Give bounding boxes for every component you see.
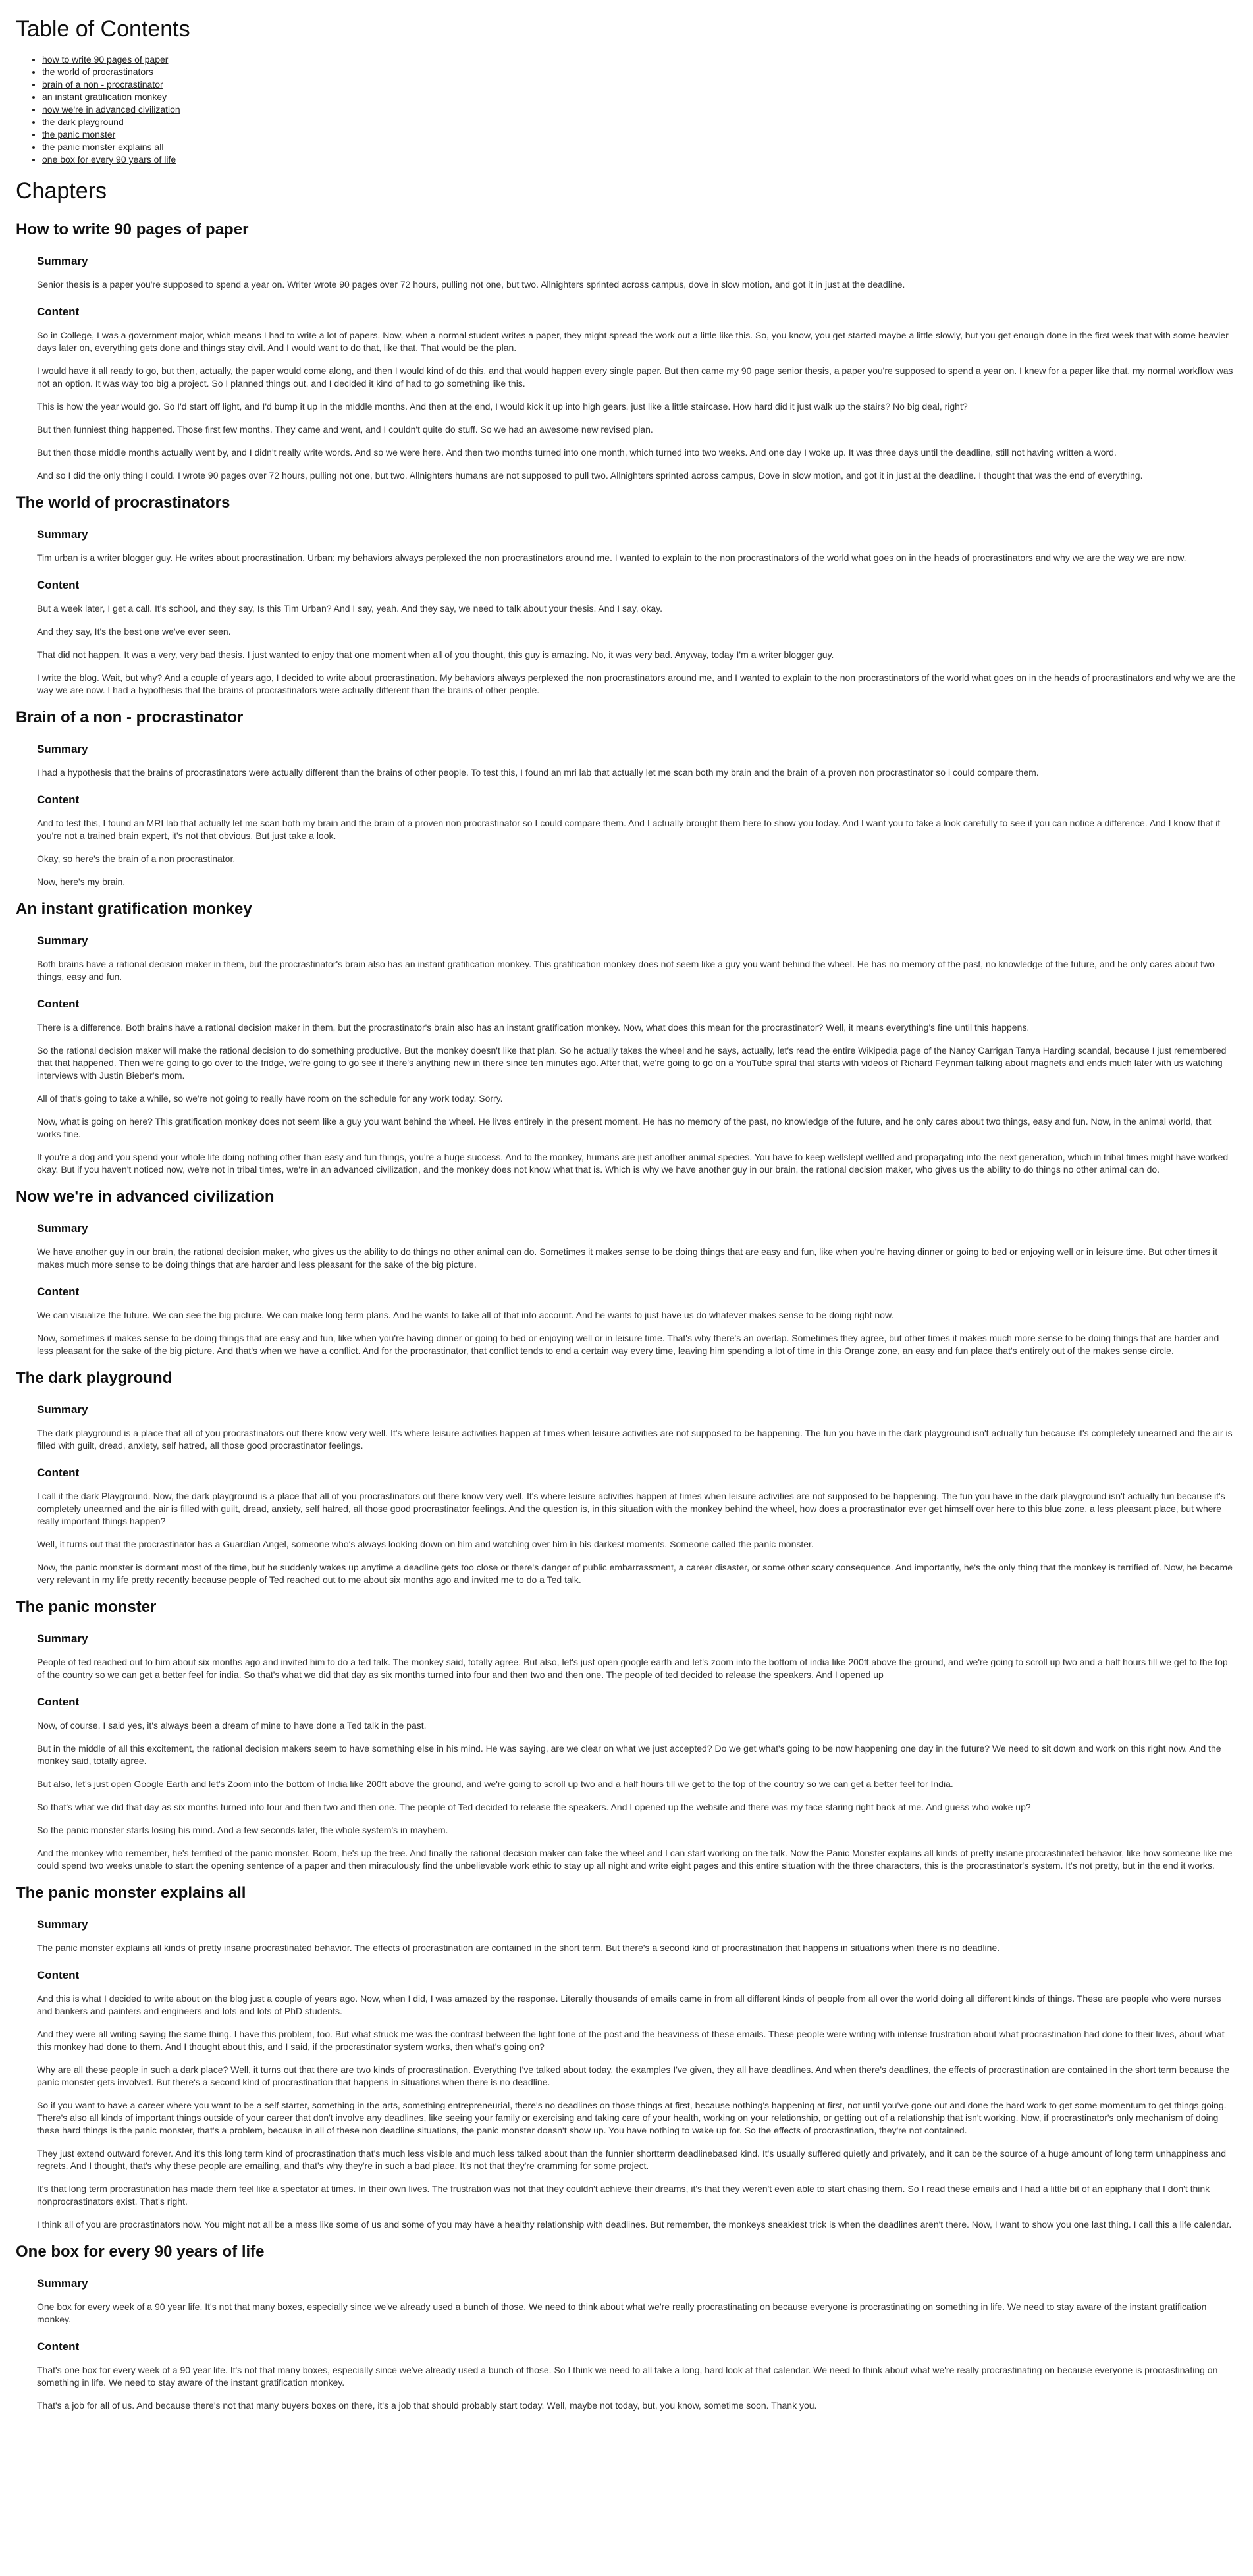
summary-heading: Summary — [37, 1632, 88, 1645]
chapter-title: How to write 90 pages of paper — [16, 221, 249, 238]
chapter — [16, 1598, 1237, 1872]
content-paragraph: Now, the panic monster is dormant most of the time, but he suddenly wakes up anytime a deadline gets too close or there's danger of public embarrassment, a career disaster, or some other scary consequence. And importantly, he's the only thing that the monkey is terrified of. Now, he became very relevant in my life pretty recently because people of Ted reached out to me about six months ago and invited me to do a Ted talk. — [37, 1562, 1233, 1585]
summary-section — [37, 1918, 1237, 1954]
content-paragraph: Now, what is going on here? This gratification monkey does not seem like a guy you want behind the wheel. He lives entirely in the present moment. He has no memory of the past, no knowledge of the future, and he only cares about two things, easy and fun. Now, in the animal world, that works fine. — [37, 1116, 1212, 1139]
summary-text: We have another guy in our brain, the rational decision maker, who gives us the ability to do things no other animal can do. Sometimes it makes sense to be doing things that are easy and fun, like when you're having dinner or going to bed or enjoying well or in leisure time. But other times it makes much more sense to be doing things that are harder and less pleasant for the sake of the big picture. — [37, 1247, 1218, 1270]
content-paragraph: So that's what we did that day as six months turned into four and then two and then one. The people of Ted decided to release the speakers. And I opened up the website and there was my face staring right back at me. And guess who woke up? — [37, 1802, 1031, 1812]
content-paragraph: If you're a dog and you spend your whole life doing nothing other than easy and fun things, you're a huge success. And to the monkey, humans are just another animal species. You have to keep wellslept wellfed and propagating into the next generation, which in tribal times might have worked okay. But if you haven't noticed now, we're not in tribal times, we're in an advanced civilization, and the monkey does not know what that is. Which is why we have another guy in our brain, the rational decision maker, who gives us the ability to do things no other animal can do. — [37, 1152, 1229, 1175]
content-section — [37, 998, 1237, 1176]
content-heading: Content — [37, 579, 80, 591]
summary-section — [37, 1632, 1237, 1681]
summary-section — [37, 934, 1237, 983]
summary-text: People of ted reached out to him about six months ago and invited him to do a ted talk. The monkey said, totally agree. But also, let's just open google earth and let's zoom into the bottom of india like 200ft above the ground, and we're going to scroll up two and a half hours till we get to the top of the country so we can get a better feel for india. So that's what we did that day as six months turned into four and then two and then one. The people of ted decided to release the speakers. And I opened up — [37, 1657, 1228, 1680]
chapter-title: Brain of a non - procrastinator — [16, 709, 244, 726]
content-paragraph: All of that's going to take a while, so we're not going to really have room on the schedule for any work today. Sorry. — [37, 1093, 503, 1104]
content-paragraph: That's a job for all of us. And because there's not that many buyers boxes on there, it's a job that should probably start today. Well, maybe not today, but, you know, sometime soon. Thank you. — [37, 2400, 817, 2411]
summary-heading: Summary — [37, 1403, 88, 1416]
toc-link[interactable]: the dark playground — [42, 117, 124, 127]
content-heading: Content — [37, 2340, 80, 2353]
content-heading: Content — [37, 1969, 80, 1981]
toc-title: Table of Contents — [16, 17, 1237, 41]
content-heading: Content — [37, 1696, 80, 1708]
content-paragraph: So the rational decision maker will make the rational decision to do something productive. But the monkey doesn't like that plan. So he actually takes the wheel and he says, actually, let's read the entire Wikipedia page of the Nancy Carrigan Tanya Harding scandal, because I just remembered that that happened. Then we're going to go over to the fridge, we're going to go see if there's anything new in there since ten minutes ago. After that, we're going to go on a YouTube spiral that starts with videos of Richard Feynman talking about magnets and ends much later with us watching interviews with Justin Bieber's mom. — [37, 1045, 1227, 1081]
content-section — [37, 1696, 1237, 1872]
chapter-title: The panic monster explains all — [16, 1884, 246, 1902]
chapter-title: The panic monster — [16, 1598, 157, 1616]
toc-item — [42, 116, 1237, 128]
content-section — [37, 2340, 1237, 2412]
summary-heading: Summary — [37, 528, 88, 541]
chapter — [16, 709, 1237, 888]
chapters-container — [16, 221, 1237, 2412]
chapter — [16, 221, 1237, 482]
chapter-title: The dark playground — [16, 1369, 173, 1387]
content-paragraph: Why are all these people in such a dark place? Well, it turns out that there are two kinds of procrastination. Everything I've talked about today, the examples I've given, they all have deadlines. And when there's deadlines, the effects of procrastination are contained in the short term because the panic monster gets involved. But there's a second kind of procrastination that happens in situations when there is no deadline. — [37, 2064, 1230, 2087]
summary-section — [37, 743, 1237, 779]
content-paragraph: And the monkey who remember, he's terrified of the panic monster. Boom, he's up the tree. And finally the rational decision maker can take the wheel and I can start working on the talk. Now the Panic Monster explains all kinds of pretty insane procrastinated behavior, like how someone like me could spend two weeks unable to start the opening sentence of a paper and then miraculously find the unbelievable work ethic to stay up all night and write eight pages and this entire situation with the three characters, this is the procrastinator's system. It's not pretty, but in the end it works. — [37, 1848, 1233, 1871]
summary-section — [37, 528, 1237, 564]
chapter — [16, 1884, 1237, 2231]
chapter — [16, 1188, 1237, 1357]
content-paragraph: Now, of course, I said yes, it's always been a dream of mine to have done a Ted talk in the past. — [37, 1720, 427, 1731]
content-heading: Content — [37, 793, 80, 806]
toc-item — [42, 141, 1237, 153]
toc-item — [42, 153, 1237, 166]
chapter — [16, 900, 1237, 1176]
content-paragraph: They just extend outward forever. And it's this long term kind of procrastination that's much less visible and much less talked about than the funnier shortterm deadlinebased kind. It's usually suffered quietly and privately, and it can be the source of a huge amount of long term unhappiness and regrets. And I thought, that's why these people are emailing, and that's why they're in such a bad place. It's not that they're cramming for some project. — [37, 2148, 1226, 2171]
toc-link[interactable]: brain of a non - procrastinator — [42, 79, 163, 90]
chapter — [16, 2243, 1237, 2412]
toc-item — [42, 66, 1237, 78]
summary-text: The panic monster explains all kinds of pretty insane procrastinated behavior. The effects of procrastination are contained in the short term. But there's a second kind of procrastination that happens in situations when there is no deadline. — [37, 1943, 1000, 1953]
content-paragraph: That did not happen. It was a very, very bad thesis. I just wanted to enjoy that one moment when all of you thought, this guy is amazing. No, it was very bad. Anyway, today I'm a writer blogger guy. — [37, 649, 834, 660]
content-heading: Content — [37, 306, 80, 318]
summary-heading: Summary — [37, 255, 88, 267]
content-paragraph: But also, let's just open Google Earth and let's Zoom into the bottom of India like 200ft above the ground, and we're going to scroll up two and a half hours till we get to the top of the country so we can get a better feel for India. — [37, 1779, 953, 1789]
toc-link[interactable]: the panic monster — [42, 129, 116, 140]
content-paragraph: I would have it all ready to go, but then, actually, the paper would come along, and then I would kind of do this, and that would happen every single paper. But then came my 90 page senior thesis, a paper you're supposed to spend a year on. I knew for a paper like that, my normal workflow was not an option. It was way too big a project. So I planned things out, and I decided it kind of had to go something like this. — [37, 365, 1233, 389]
content-paragraph: So the panic monster starts losing his mind. And a few seconds later, the whole system's in mayhem. — [37, 1825, 448, 1835]
content-paragraph: I call it the dark Playground. Now, the dark playground is a place that all of you procrastinators out there know very well. It's where leisure activities happen at times when leisure activities are not supposed to be happening. The fun you have in the dark playground isn't actually fun because it's completely unearned and the air is filled with guilt, dread, anxiety, self hatred, all those good procrastinator feelings. And the question is, in this situation with the monkey behind the wheel, how does a procrastinator ever get himself over here to this blue zone, a less pleasant place, but where really important things happen? — [37, 1491, 1225, 1526]
content-paragraph: And to test this, I found an MRI lab that actually let me scan both my brain and the brain of a proven non procrastinator so I could compare them. And I actually brought them here to show you today. And I want you to take a look carefully to see if you can notice a difference. And I know that if you're not a trained brain expert, it's not that obvious. But just take a look. — [37, 818, 1221, 841]
chapters-title: Chapters — [16, 179, 1237, 203]
summary-heading: Summary — [37, 1918, 88, 1931]
summary-heading: Summary — [37, 2277, 88, 2290]
content-paragraph: I think all of you are procrastinators now. You might not all be a mess like some of us and some of you may have a healthy relationship with deadlines. But remember, the monkeys sneakiest trick is when the deadlines aren't there. Now, I want to show you one last thing. I call this a life calendar. — [37, 2219, 1232, 2230]
content-paragraph: So in College, I was a government major, which means I had to write a lot of papers. Now, when a normal student writes a paper, they might spread the work out a little like this. So, you know, you get started maybe a little slowly, but you get enough done in the first week that with some heavier days later on, everything gets done and things stay civil. And I would want to do that, like that. That would be the plan. — [37, 330, 1229, 353]
summary-text: Both brains have a rational decision maker in them, but the procrastinator's brain also has an instant gratification monkey. This gratification monkey does not seem like a guy you want behind the wheel. He has no memory of the past, no knowledge of the future, and he only cares about two things, easy and fun. — [37, 959, 1215, 982]
summary-heading: Summary — [37, 1222, 88, 1235]
summary-heading: Summary — [37, 743, 88, 755]
content-paragraph: And they say, It's the best one we've ever seen. — [37, 626, 231, 637]
chapter-title: One box for every 90 years of life — [16, 2243, 265, 2261]
content-section — [37, 1969, 1237, 2231]
content-section — [37, 1285, 1237, 1357]
toc-item — [42, 78, 1237, 91]
content-heading: Content — [37, 1285, 80, 1298]
summary-section — [37, 1222, 1237, 1271]
toc-link[interactable]: the world of procrastinators — [42, 67, 153, 77]
summary-text: Senior thesis is a paper you're supposed to spend a year on. Writer wrote 90 pages over 72 hours, pulling not one, but two. Allnighters sprinted across campus, dove in slow motion, and got it in just at the deadline. — [37, 279, 905, 290]
summary-text: One box for every week of a 90 year life. It's not that many boxes, especially since we've already used a bunch of those. We need to think about what we're really procrastinating on because everyone is procrastinating on something in life. We need to stay aware of the instant gratification monkey. — [37, 2301, 1207, 2324]
toc-link[interactable]: how to write 90 pages of paper — [42, 54, 169, 65]
content-paragraph: And they were all writing saying the same thing. I have this problem, too. But what struck me was the contrast between the light tone of the post and the heaviness of these emails. These people were writing with intense frustration about what procrastination had done to their lives, about what this monkey had done to them. And I thought about this, and I said, if the procrastinator system works, then what's going on? — [37, 2029, 1225, 2052]
content-paragraph: And so I did the only thing I could. I wrote 90 pages over 72 hours, pulling not one, but two. Allnighters humans are not supposed to pull two. Allnighters sprinted across campus, Dove in slow motion, and got it in just at the deadline. I thought that was the end of everything. — [37, 470, 1143, 481]
chapter-title: The world of procrastinators — [16, 494, 230, 512]
chapter — [16, 1369, 1237, 1586]
toc-link[interactable]: an instant gratification monkey — [42, 92, 167, 102]
content-paragraph: So if you want to have a career where you want to be a self starter, something in the arts, something entrepreneurial, there's no deadlines on those things at first, because nothing's happening at first, not until you've gone out and done the hard work to get some momentum to get things going. There's also all kinds of important things outside of your career that don't involve any deadlines, like seeing your family or exercising and taking care of your health, working on your relationship, or getting out of a relationship that isn't working. Now, if procrastinator's only mechanism of doing these hard things is the panic monster, that's a problem, because in all of these non deadline situations, the panic monster doesn't show up. You have nothing to wake up for. So the effects of procrastination, they're not contained. — [37, 2100, 1227, 2135]
summary-section — [37, 2277, 1237, 2326]
content-paragraph: Now, sometimes it makes sense to be doing things that are easy and fun, like when you're having dinner or going to bed or enjoying well or in leisure time. That's why there's an overlap. Sometimes they agree, but other times it makes much more sense to be doing things that are harder and less pleasant for the sake of the big picture. And that's when we have a conflict. And for the procrastinator, that conflict tends to end a certain way every time, leaving him spending a lot of time in this Orange zone, an easy and fun place that's entirely out of the makes sense circle. — [37, 1333, 1219, 1356]
content-heading: Content — [37, 1466, 80, 1479]
content-heading: Content — [37, 998, 80, 1010]
toc-item — [42, 103, 1237, 116]
content-paragraph: Well, it turns out that the procrastinator has a Guardian Angel, someone who's always looking down on him and watching over him in his darkest moments. Someone called the panic monster. — [37, 1539, 814, 1549]
content-paragraph: And this is what I decided to write about on the blog just a couple of years ago. Now, when I did, I was amazed by the response. Literally thousands of emails came in from all different kinds of people from all over the world doing all different kinds of things. These are people who were nurses and bankers and painters and engineers and lots and lots of PhD students. — [37, 1993, 1221, 2016]
chapter — [16, 494, 1237, 697]
chapter-title: An instant gratification monkey — [16, 900, 252, 918]
content-paragraph: But a week later, I get a call. It's school, and they say, Is this Tim Urban? And I say, yeah. And they say, we need to talk about your thesis. And I say, okay. — [37, 603, 662, 614]
content-section — [37, 579, 1237, 697]
content-paragraph: It's that long term procrastination has made them feel like a spectator at times. In their own lives. The frustration was not that they couldn't achieve their dreams, it's that they weren't even able to start chasing them. So I read these emails and I had a little bit of an epiphany that I don't think nonprocrastinators exist. That's right. — [37, 2184, 1210, 2207]
toc-item — [42, 128, 1237, 141]
toc-link[interactable]: the panic monster explains all — [42, 142, 164, 152]
content-section — [37, 1466, 1237, 1586]
content-paragraph: We can visualize the future. We can see the big picture. We can make long term plans. And he wants to take all of that into account. And he wants to just have us do whatever makes sense to be doing right now. — [37, 1310, 894, 1320]
toc-item — [42, 53, 1237, 66]
chapter-title: Now we're in advanced civilization — [16, 1188, 275, 1206]
content-section — [37, 793, 1237, 888]
summary-text: I had a hypothesis that the brains of procrastinators were actually different than the brains of other people. To test this, I found an mri lab that actually let me scan both my brain and the brain of a proven non procrastinator so i could compare them. — [37, 767, 1039, 778]
content-section — [37, 306, 1237, 482]
content-paragraph: This is how the year would go. So I'd start off light, and I'd bump it up in the middle months. And then at the end, I would kick it up into high gears, just like a little staircase. How hard did it just walk up the stairs? No big deal, right? — [37, 401, 968, 412]
content-paragraph: I write the blog. Wait, but why? And a couple of years ago, I decided to write about procrastination. My behaviors always perplexed the non procrastinators around me, and I wanted to explain to the non procrastinators of the world what goes on in the heads of procrastinators and why we are the way we are now. I had a hypothesis that the brains of procrastinators were actually different than the brains of other people. — [37, 672, 1236, 695]
toc-list — [16, 53, 1237, 166]
summary-text: Tim urban is a writer blogger guy. He writes about procrastination. Urban: my behaviors always perplexed the non procrastinators around me. I wanted to explain to the non procrastinators of the world what goes on in the heads of procrastinators and why we are the way we are now. — [37, 552, 1186, 563]
content-paragraph: Okay, so here's the brain of a non procrastinator. — [37, 853, 236, 864]
content-paragraph: Now, here's my brain. — [37, 876, 126, 887]
content-paragraph: But then funniest thing happened. Those first few months. They came and went, and I couldn't quite do stuff. So we had an awesome new revised plan. — [37, 424, 653, 435]
toc-item — [42, 91, 1237, 103]
content-paragraph: But then those middle months actually went by, and I didn't really write words. And so we were here. And then two months turned into one month, which turned into two weeks. And one day I woke up. It was three days until the deadline, still not having written a word. — [37, 447, 1117, 458]
toc-link[interactable]: one box for every 90 years of life — [42, 154, 176, 165]
content-paragraph: But in the middle of all this excitement, the rational decision makers seem to have something else in his mind. He was saying, are we clear on what we just accepted? Do we get what's going to be now happening one day in the future? We need to sit down and work on this right now. And the monkey said, totally agree. — [37, 1743, 1221, 1766]
summary-heading: Summary — [37, 934, 88, 947]
toc-link[interactable]: now we're in advanced civilization — [42, 104, 180, 115]
summary-section — [37, 255, 1237, 291]
summary-section — [37, 1403, 1237, 1452]
summary-text: The dark playground is a place that all of you procrastinators out there know very well. It's where leisure activities happen at times when leisure activities are not supposed to be happening. The fun you have in the dark playground isn't actually fun because it's completely unearned and the air is filled with guilt, dread, anxiety, self hatred, all those good procrastinator feelings. — [37, 1428, 1233, 1451]
content-paragraph: There is a difference. Both brains have a rational decision maker in them, but the procrastinator's brain also has an instant gratification monkey. Now, what does this mean for the procrastinator? Well, it means everything's fine until this happens. — [37, 1022, 1030, 1033]
content-paragraph: That's one box for every week of a 90 year life. It's not that many boxes, especially since we've already used a bunch of those. So I think we need to all take a long, hard look at that calendar. We need to think about what we're really procrastinating on because everyone is procrastinating on something in life. We need to stay aware of the instant gratification monkey. — [37, 2365, 1218, 2388]
